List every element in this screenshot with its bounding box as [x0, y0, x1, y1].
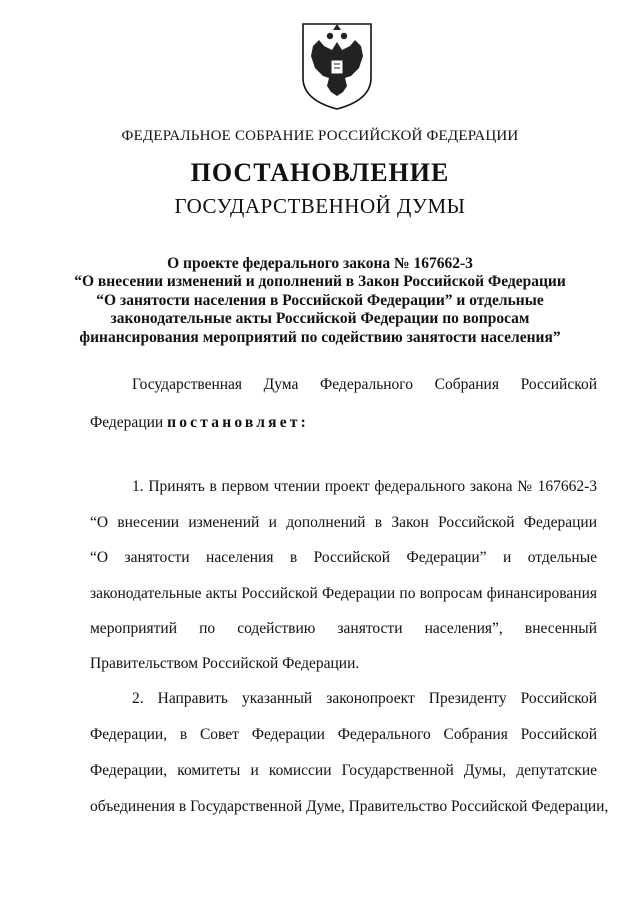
subject-line: финансирования мероприятий по содействию занятости населения”: [79, 328, 561, 346]
document-type-title: ПОСТАНОВЛЕНИЕ: [190, 158, 450, 187]
item2-line: Федерации, в Совет Федерации Федерального Собрания Российской: [90, 726, 597, 743]
preamble-emphasis: постановляет:: [167, 414, 309, 431]
subject-line: О проекте федерального закона № 167662-3: [167, 255, 473, 272]
item2-line: 2. Направить указанный законопроект Президенту Российской: [132, 690, 597, 707]
item1-line: законодательные акты Российской Федерации по вопросам финансирования: [90, 585, 597, 602]
item1-line: “О внесении изменений и дополнений в Закон Российской Федерации: [90, 514, 597, 531]
subject-line: “О занятости населения в Российской Федерации” и отдельные: [96, 291, 544, 309]
preamble-prefix: Федерации: [90, 414, 164, 431]
preamble-line: Государственная Дума Федерального Собрания Российской: [132, 376, 597, 393]
russian-coat-of-arms-icon: [299, 20, 375, 112]
item1-line: Правительством Российской Федерации.: [90, 655, 360, 672]
item1-line: мероприятий по содействию занятости населения”, внесенный: [90, 620, 597, 637]
document-issuer: ГОСУДАРСТВЕННОЙ ДУМЫ: [174, 194, 466, 218]
subject-line: “О внесении изменений и дополнений в Закон Российской Федерации: [74, 273, 566, 291]
assembly-name: ФЕДЕРАЛЬНОЕ СОБРАНИЕ РОССИЙСКОЙ ФЕДЕРАЦИИ: [121, 128, 519, 144]
item1-line: “О занятости населения в Российской Федерации” и отдельные: [90, 549, 597, 566]
subject-line: законодательные акты Российской Федерации по вопросам: [110, 310, 530, 328]
item2-line: Федерации, комитеты и комиссии Государственной Думы, депутатские: [90, 762, 597, 779]
item2-line: объединения в Государственной Думе, Правительство Российской Федерации,: [90, 798, 609, 815]
item1-line: 1. Принять в первом чтении проект федерального закона № 167662-3: [132, 478, 597, 495]
preamble-line: [90, 414, 597, 432]
document-subject: [0, 255, 640, 347]
